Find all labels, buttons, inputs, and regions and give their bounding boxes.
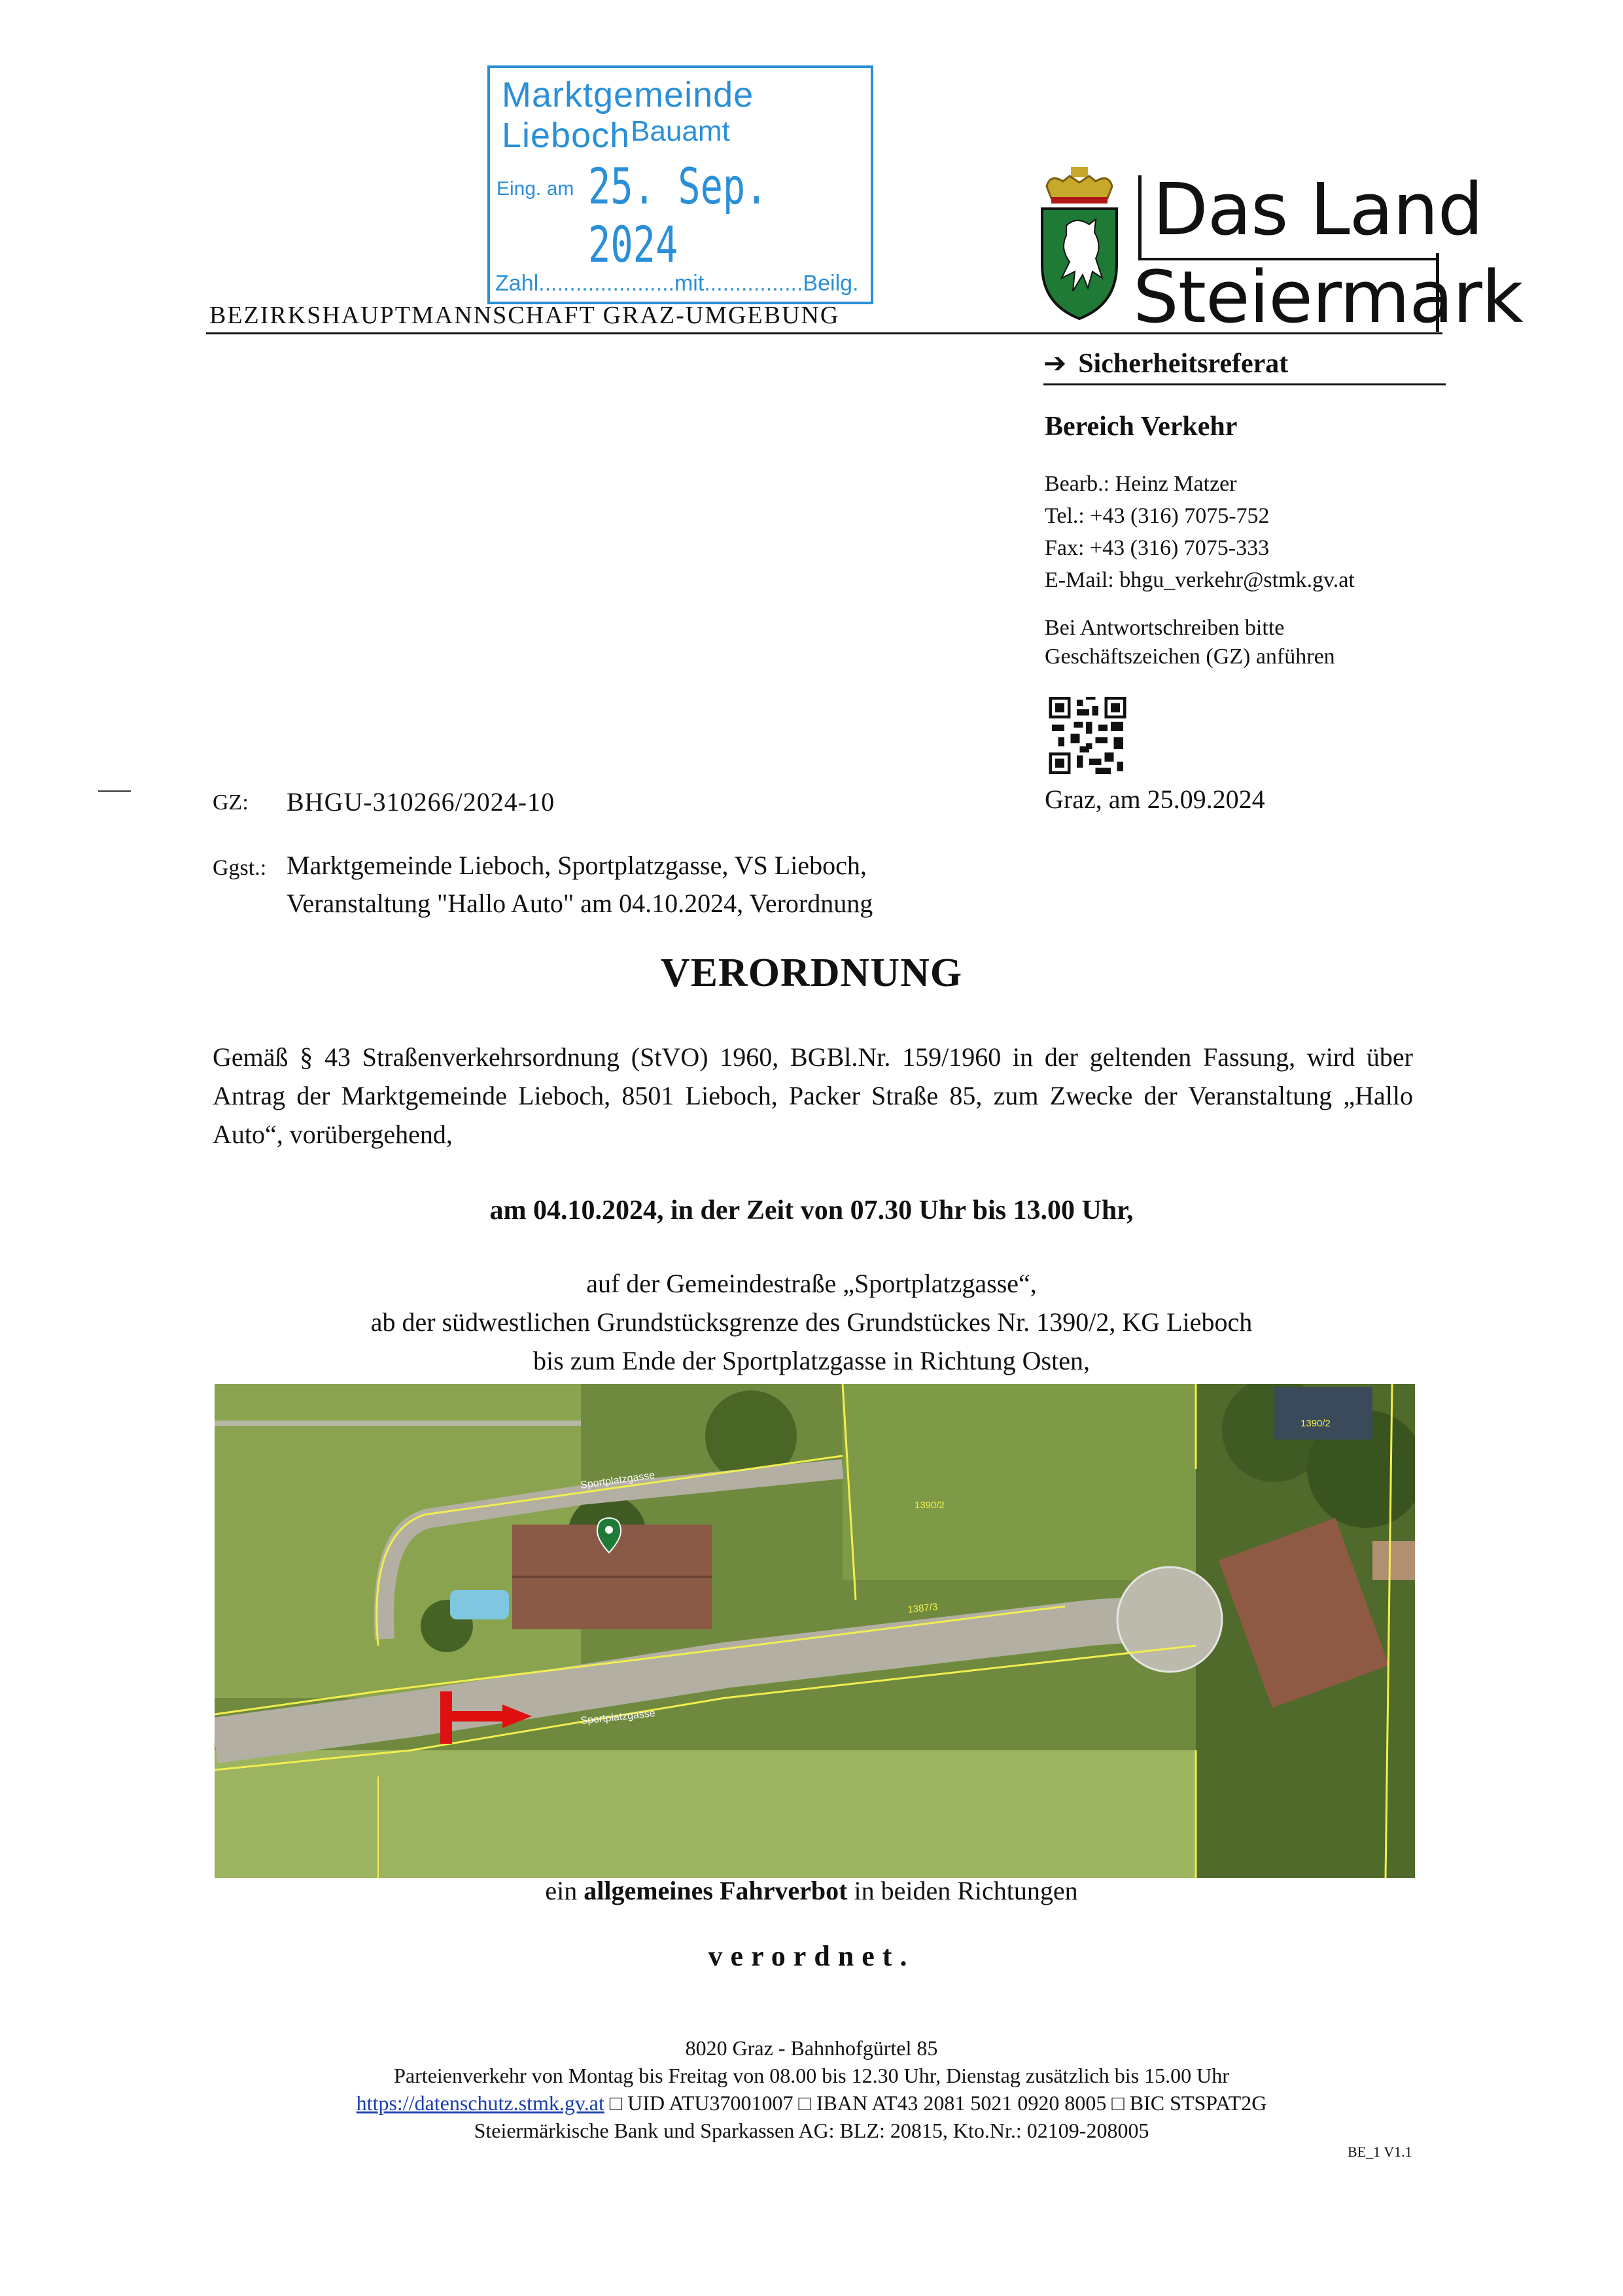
location-line-1: auf der Gemeindestraße „Sportplatzgasse“, <box>586 1269 1037 1298</box>
prohibition-prefix: ein <box>545 1876 584 1905</box>
contact-phone: Tel.: +43 (316) 7075-752 <box>1045 504 1270 528</box>
map-parcel-label-3: 1390/2 <box>1300 1418 1331 1429</box>
brand-line-2: Steiermark <box>1133 255 1523 339</box>
fold-mark <box>98 790 131 792</box>
department-heading <box>1043 347 1288 380</box>
stamp-office: Bauamt <box>631 115 730 147</box>
department-area: Bereich Verkehr <box>1045 412 1238 442</box>
gz-value: BHGU-310266/2024-10 <box>287 787 555 817</box>
stamp-received-label: Eing. am <box>497 178 574 200</box>
map-street-label-1: Sportplatzgasse <box>580 1708 656 1727</box>
stamp-received-date: 25. Sep. 2024 <box>588 157 768 274</box>
receipt-stamp <box>487 65 873 304</box>
contact-email[interactable]: E-Mail: bhgu_verkehr@stmk.gv.at <box>1045 568 1355 592</box>
footer-ids <box>0 2091 1623 2115</box>
prohibition-type: allgemeines Fahrverbot <box>584 1876 848 1905</box>
authority-name: BEZIRKSHAUPTMANNSCHAFT GRAZ-UMGEBUNG <box>209 302 840 329</box>
privacy-link[interactable]: https://datenschutz.stmk.gv.at <box>356 2091 604 2115</box>
brand-bar-left <box>1138 175 1142 260</box>
contact-block <box>1045 468 1355 596</box>
reply-note <box>1045 614 1335 671</box>
qr-code-icon <box>1047 697 1128 774</box>
legal-basis-paragraph: Gemäß § 43 Straßenverkehrsordnung (StVO) 1960, BGBl.Nr. 159/1960 in der geltenden Fassung, wird über Antrag der Marktgemeinde Lieboch, 8501 Lieboch, Packer Straße 85, zum Zwecke der Veranstaltung „Hallo Auto“, vorübergehend, <box>213 1042 1413 1149</box>
place-and-date: Graz, am 25.09.2024 <box>1045 785 1265 814</box>
time-period: am 04.10.2024, in der Zeit von 07.30 Uhr bis 13.00 Uhr, <box>489 1195 1134 1226</box>
footer-hours: Parteienverkehr von Montag bis Freitag von 08.00 bis 12.30 Uhr, Dienstag zusätzlich bis 15.00 Uhr <box>394 2064 1229 2087</box>
decree-closing: verordnet. <box>708 1940 915 1972</box>
footer-bank: Steiermärkische Bank und Sparkassen AG: BLZ: 20815, Kto.Nr.: 02109-208005 <box>474 2119 1149 2142</box>
map-street-label-2: Sportplatzgasse <box>580 1470 656 1491</box>
map-parcel-label-2: 1387/3 <box>907 1601 939 1616</box>
document-title: VERORDNUNG <box>660 951 963 995</box>
subject-label: Ggst.: <box>213 856 267 880</box>
subject-line-2: Veranstaltung "Hallo Auto" am 04.10.2024, Verordnung <box>287 889 873 918</box>
subject-value <box>287 847 873 923</box>
form-version: BE_1 V1.1 <box>1348 2144 1412 2160</box>
prohibition-suffix: in beiden Richtungen <box>847 1876 1078 1905</box>
reply-note-line-2: Geschäftszeichen (GZ) anführen <box>1045 645 1335 669</box>
stamp-number-line: Zahl......................mit................Beilg. <box>495 271 859 296</box>
prohibition-statement <box>0 1875 1623 1906</box>
contact-clerk: Bearb.: Heinz Matzer <box>1045 472 1237 496</box>
location-line-3: bis zum Ende der Sportplatzgasse in Richtung Osten, <box>533 1346 1090 1375</box>
aerial-map <box>215 1384 1415 1878</box>
brand-logo <box>1133 168 1523 339</box>
department-name: Sicherheitsreferat <box>1078 349 1289 379</box>
brand-line-1: Das Land <box>1153 168 1483 251</box>
footer-bank-ids: □ UID ATU37001007 □ IBAN AT43 2081 5021 0920 8005 □ BIC STSPAT2G <box>604 2091 1267 2115</box>
department-divider <box>1043 383 1446 385</box>
arrow-right-icon: ➔ <box>1043 347 1067 379</box>
reply-note-line-1: Bei Antwortschreiben bitte <box>1045 616 1285 640</box>
subject-line-1: Marktgemeinde Lieboch, Sportplatzgasse, VS Lieboch, <box>287 851 867 880</box>
stamp-municipality: Marktgemeinde Lieboch <box>502 75 754 155</box>
gz-label: GZ: <box>213 790 249 815</box>
location-line-2: ab der südwestlichen Grundstücksgrenze des Grundstückes Nr. 1390/2, KG Lieboch <box>370 1307 1253 1337</box>
map-parcel-label-1: 1390/2 <box>915 1500 945 1511</box>
footer-address: 8020 Graz - Bahnhofgürtel 85 <box>685 2036 938 2060</box>
contact-fax: Fax: +43 (316) 7075-333 <box>1045 536 1270 560</box>
coat-of-arms-icon <box>1037 167 1122 321</box>
